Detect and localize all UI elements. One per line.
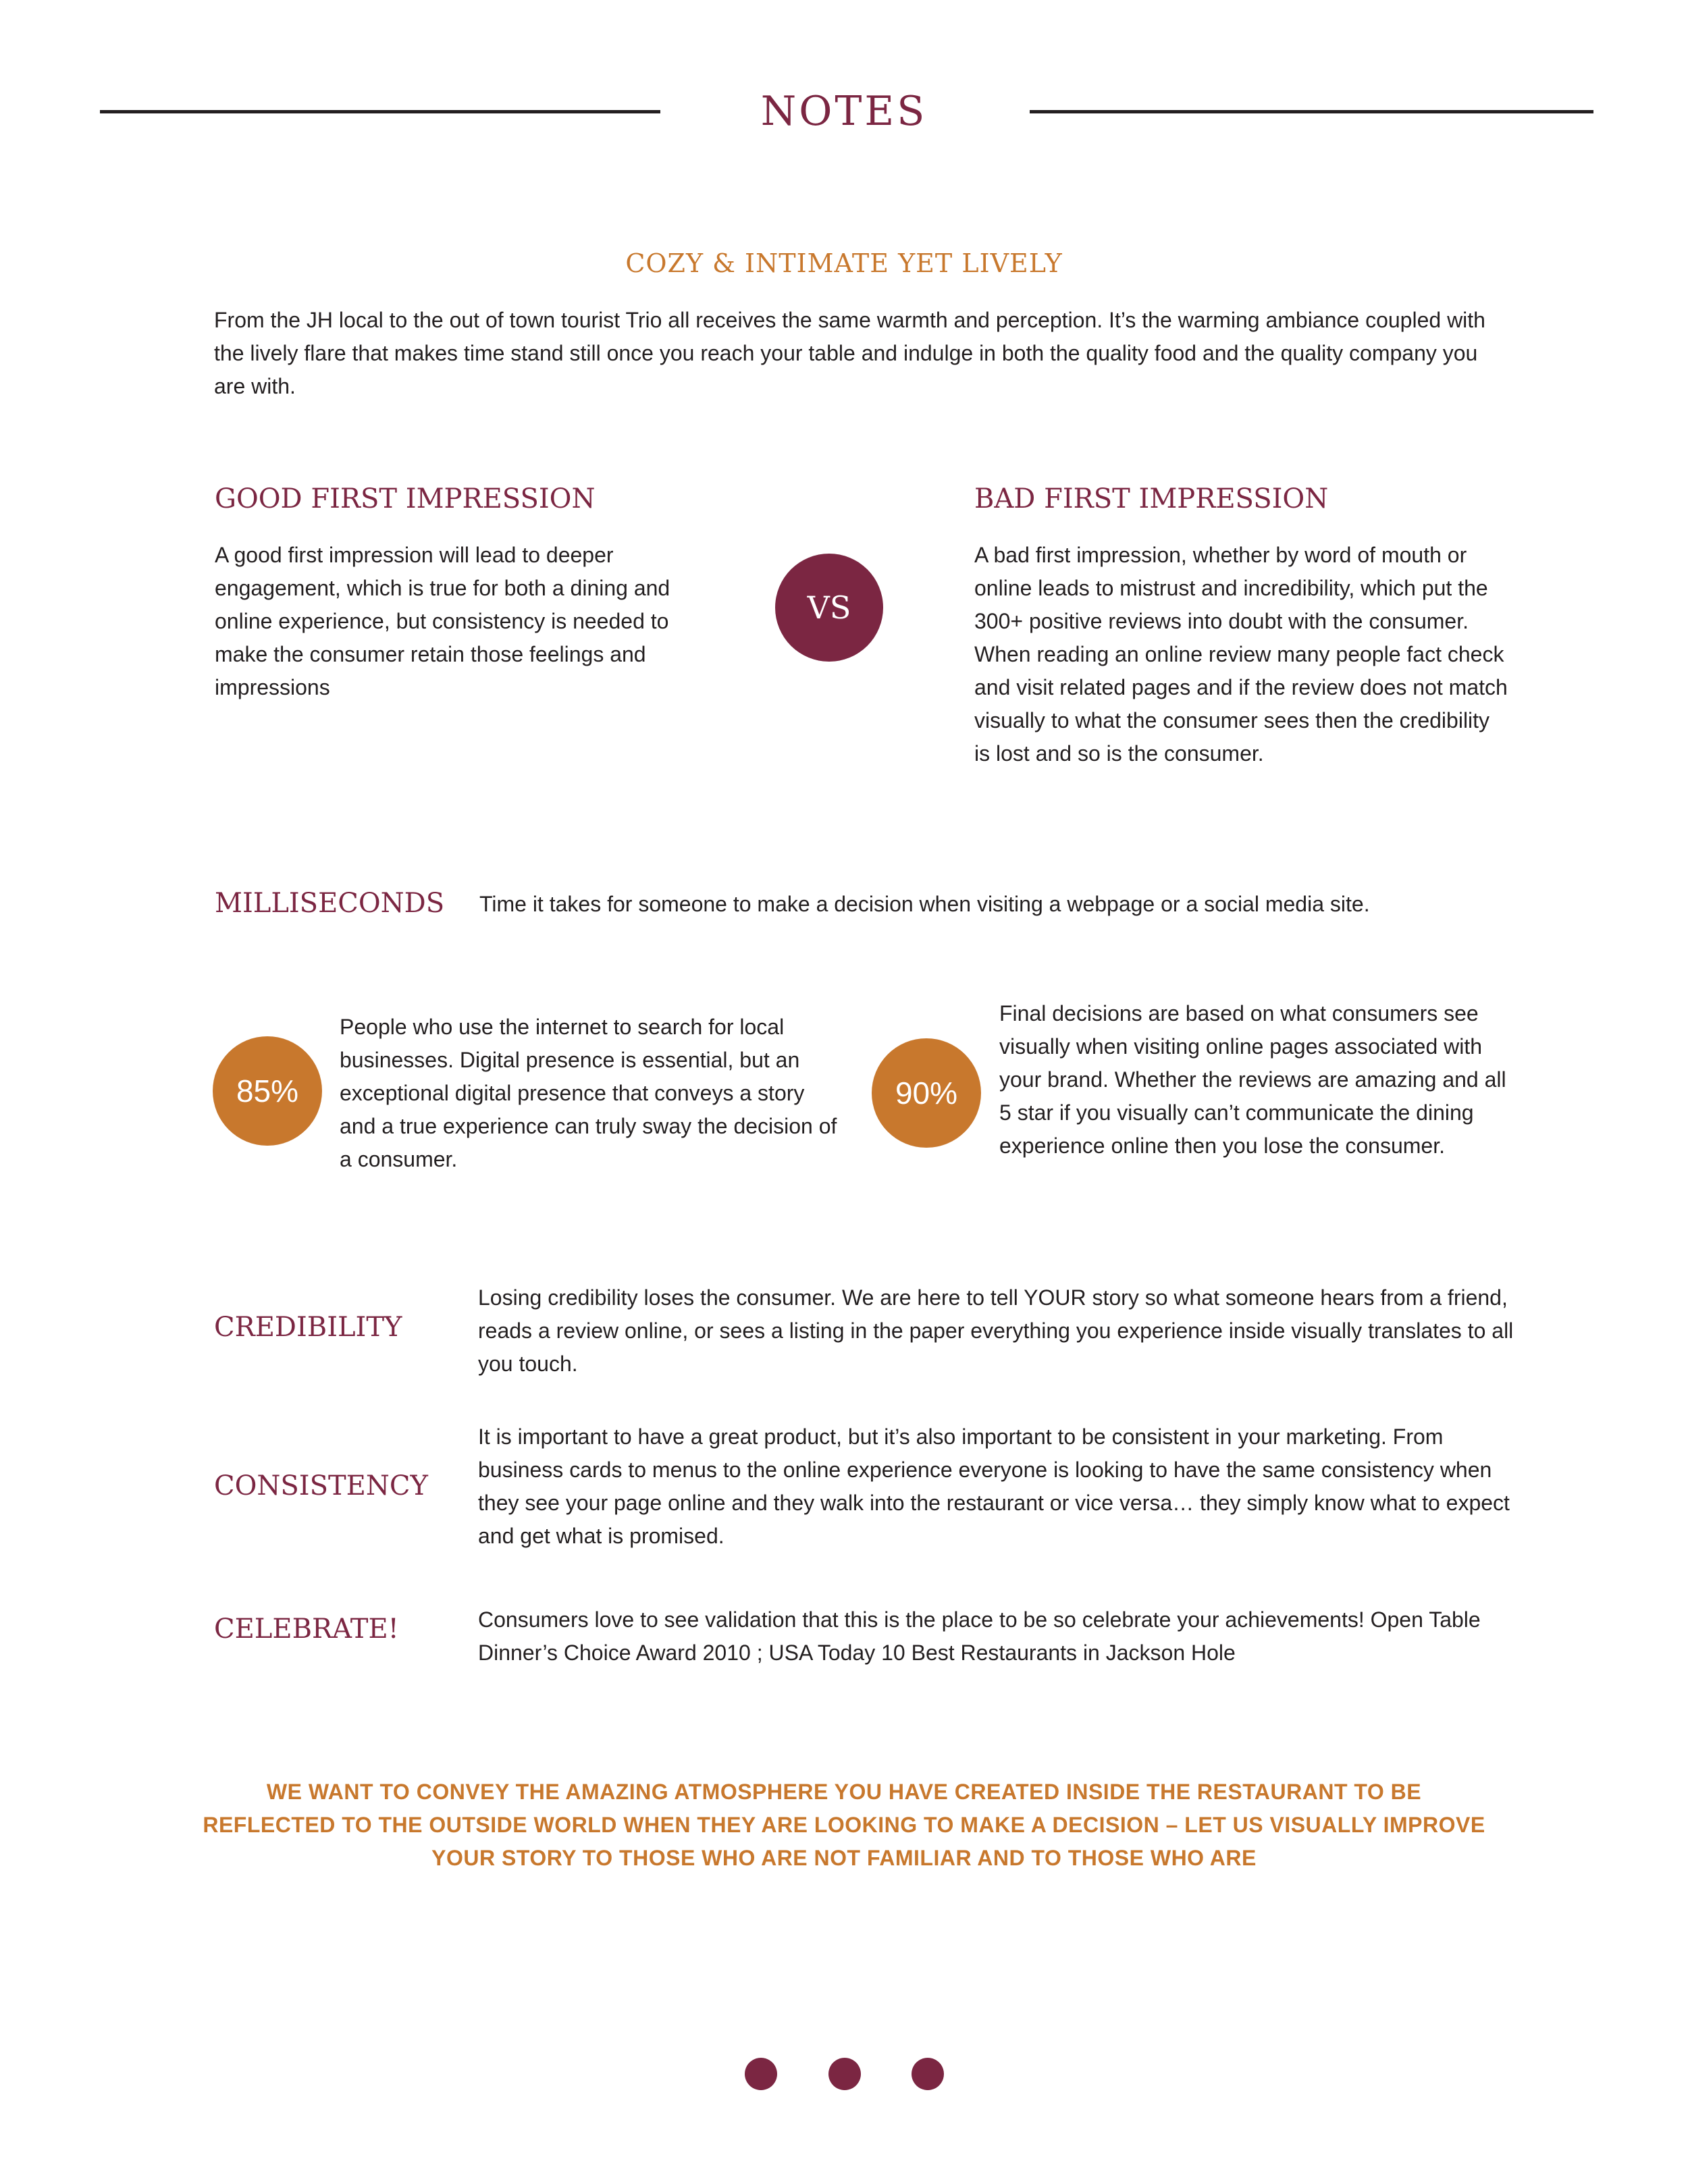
vs-label: VS bbox=[807, 589, 851, 626]
milliseconds-heading: MILLISECONDS bbox=[215, 888, 445, 919]
credibility-text: Losing credibility loses the consumer. We are here to tell YOUR story so what someone hears from a friend, reads a review online, or sees a listing in the paper everything you experience inside visually translates to all you touch. bbox=[478, 1285, 1514, 1376]
header-rule-left bbox=[100, 110, 660, 113]
vs-badge bbox=[775, 554, 883, 662]
stat-85-value: 85% bbox=[236, 1073, 299, 1109]
decorative-dot bbox=[745, 2058, 777, 2090]
celebrate-heading: CELEBRATE! bbox=[214, 1614, 399, 1645]
consistency-text: It is important to have a great product, but it’s also important to be consistent in your marketing. From business cards to menus to the online experience everyone is looking to have the same consistency when they see your page online and they walk into the restaurant or vice versa… they simply know what to expect and get what is promised. bbox=[478, 1424, 1510, 1548]
bad-impression-text: A bad first impression, whether by word of mouth or online leads to mistrust and incredibility, which put the 300+ positive reviews into doubt with the consumer. When reading an online review many people fact check and visit related pages and if the review does not match visually to what the consumer sees then the credibility is lost and so is the consumer. bbox=[974, 543, 1508, 766]
stat-85-text: People who use the internet to search for local businesses. Digital presence is essential, but an exceptional digital presence that conveys a story and a true experience can truly sway the decision of a consumer. bbox=[340, 1015, 837, 1171]
credibility-heading: CREDIBILITY bbox=[214, 1312, 402, 1343]
good-impression-heading: GOOD FIRST IMPRESSION bbox=[215, 483, 596, 514]
stat-90-badge bbox=[872, 1038, 981, 1148]
celebrate-text: Consumers love to see validation that this is the place to be so celebrate your achievements! Open Table Dinner’s Choice Award 2010 ; USA Today 10 Best Restaurants in Jackson Hole bbox=[478, 1607, 1481, 1665]
consistency-heading: CONSISTENCY bbox=[214, 1470, 428, 1501]
page-title: NOTES bbox=[760, 88, 928, 135]
stat-85-badge bbox=[213, 1036, 322, 1146]
decorative-dot bbox=[912, 2058, 944, 2090]
good-impression-text: A good first impression will lead to deeper engagement, which is true for both a dining and online experience, but consistency is needed to make the consumer retain those feelings and impressions bbox=[215, 543, 670, 699]
intro-heading: COZY & INTIMATE YET LIVELY bbox=[625, 248, 1063, 278]
decorative-dot bbox=[828, 2058, 861, 2090]
intro-text: From the JH local to the out of town tourist Trio all receives the same warmth and perception. It’s the warming ambiance coupled with the lively flare that makes time stand still once you reach your table and indulge in both the quality food and the quality company you are with. bbox=[214, 308, 1485, 398]
stat-90-value: 90% bbox=[895, 1075, 958, 1111]
bad-impression-heading: BAD FIRST IMPRESSION bbox=[974, 483, 1329, 514]
closing-message: WE WANT TO CONVEY THE AMAZING ATMOSPHERE YOU HAVE CREATED INSIDE THE RESTAURANT TO BE REFLECTED TO THE OUTSIDE WORLD WHEN THEY ARE LOOKING TO MAKE A DECISION – LET US VISUALLY IMPROVE YOUR STORY TO THOSE WHO ARE NOT FAMILIAR AND TO THOSE WHO ARE bbox=[203, 1780, 1485, 1870]
milliseconds-text: Time it takes for someone to make a decision when visiting a webpage or a social media site. bbox=[479, 892, 1370, 916]
stat-90-text: Final decisions are based on what consumers see visually when visiting online pages associated with your brand. Whether the reviews are amazing and all 5 star if you visually can’t communicate the dining experience online then you lose the consumer. bbox=[999, 1001, 1506, 1158]
header-rule-right bbox=[1030, 110, 1593, 113]
